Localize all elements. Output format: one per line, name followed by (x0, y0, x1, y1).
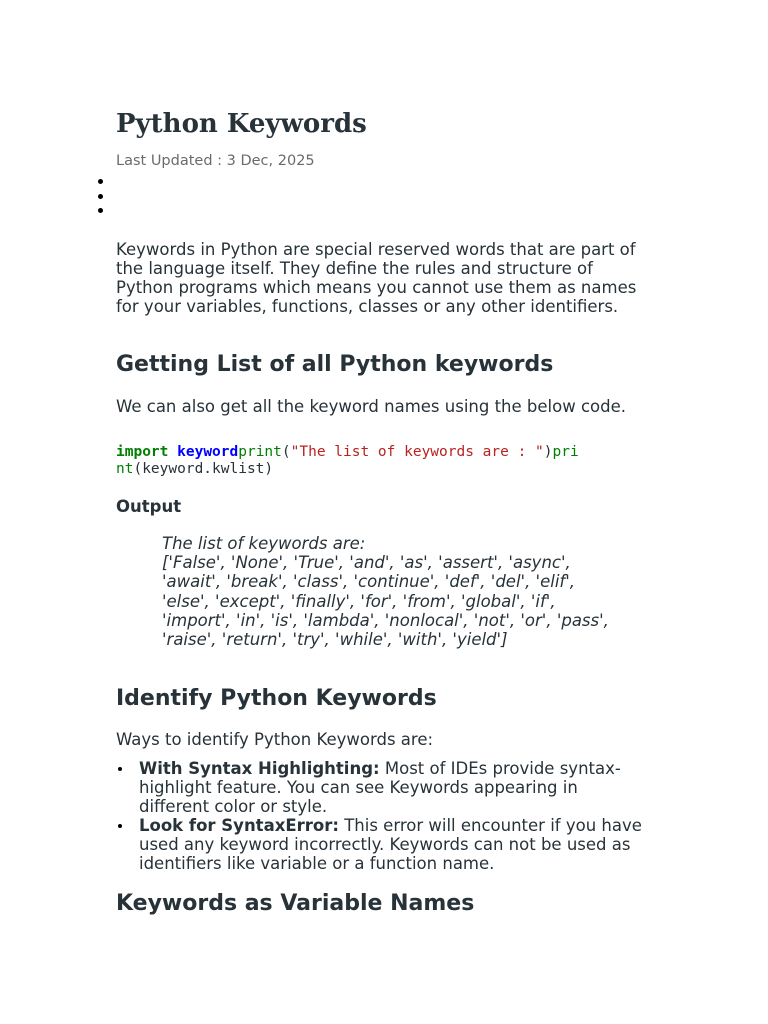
identify-list (116, 759, 651, 873)
output-label: Output (116, 497, 182, 516)
code-print-call: print (116, 444, 579, 477)
code-paren-close: ) (543, 444, 553, 460)
code-module-name: keyword (177, 444, 239, 460)
section-heading-variable-names: Keywords as Variable Names (116, 891, 475, 916)
output-block (162, 534, 612, 649)
list-item (116, 759, 651, 816)
intro-paragraph: Keywords in Python are special reserved words that are part of the language itself. They define the rules and structure of Python programs which means you cannot use them as names for your variables, functions, classes or any other identifiers. (116, 240, 637, 316)
code-paren-open: ( (281, 444, 291, 460)
last-updated: Last Updated : 3 Dec, 2025 (116, 153, 315, 169)
code-import-keyword: import (116, 444, 169, 460)
section-heading-identify: Identify Python Keywords (116, 686, 437, 711)
code-block (116, 444, 586, 478)
list-item-text: This error will encounter if you have used any keyword incorrectly. Keywords can not be used as identifiers like variable or a function name. (139, 816, 642, 873)
list-item-text: Most of IDEs provide syntax-highlight feature. You can see Keywords appearing in different color or style. (139, 759, 621, 816)
page-title: Python Keywords (116, 109, 367, 139)
section-text-identify: Ways to identify Python Keywords are: (116, 730, 434, 749)
output-line: ['False', 'None', 'True', 'and', 'as', 'assert', 'async', 'await', 'break', 'class', 'continue', 'def', 'del', 'elif', 'else', 'except', 'finally', 'for', 'from', 'global', 'if', 'import', 'in', 'is', 'lambda', 'nonlocal', 'not', 'or', 'pass', 'raise', 'return', 'try', 'while', 'with', 'yield'] (162, 553, 609, 650)
code-string: "The list of keywords are : " (290, 444, 544, 460)
code-argument: (keyword.kwlist) (133, 461, 274, 477)
section-heading-keyword-list: Getting List of all Python keywords (116, 352, 554, 377)
output-line: The list of keywords are: (162, 534, 366, 553)
section-text-keyword-list: We can also get all the keyword names using the below code. (116, 397, 626, 416)
list-item (116, 816, 651, 873)
list-item-label: Look for SyntaxError: (139, 816, 339, 835)
code-print-call: print (238, 444, 282, 460)
list-item-label: With Syntax Highlighting: (139, 759, 380, 778)
